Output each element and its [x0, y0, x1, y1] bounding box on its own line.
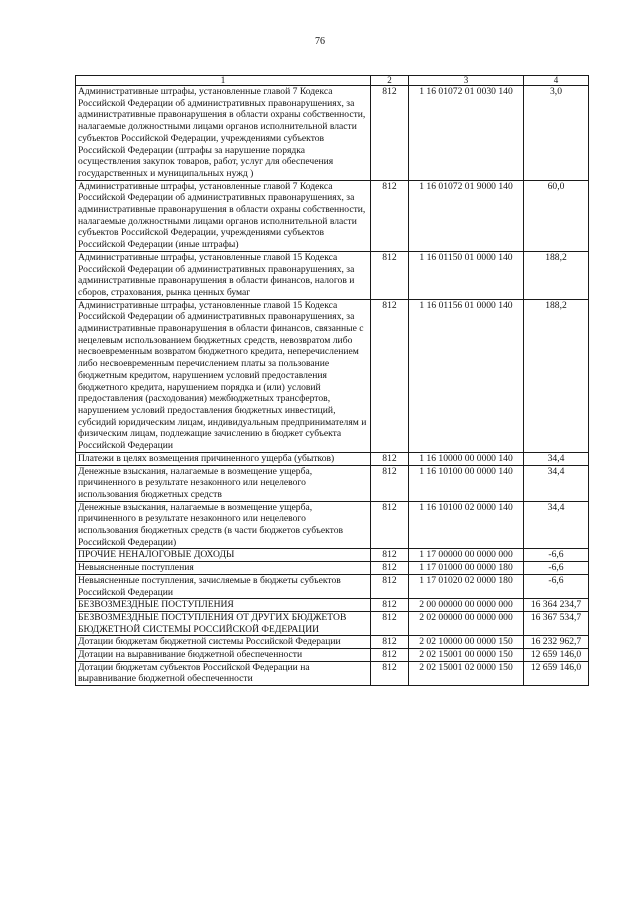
- table-row: [76, 636, 589, 649]
- header-col-sum: 4: [524, 76, 589, 86]
- table-row: [76, 465, 589, 501]
- row-name: Невыясненные поступления, зачисляемые в бюджеты субъектов Российской Федерации: [76, 574, 371, 598]
- row-amount: 188,2: [524, 251, 589, 299]
- header-col-admin: 2: [371, 76, 409, 86]
- row-amount: 60,0: [524, 180, 589, 251]
- row-name: Административные штрафы, установленные главой 15 Кодекса Российской Федерации об административных правонарушениях, за административные правонарушения в области финансов, связанные с нецелевым использованием бюджетных средств, невозвратом либо несвоевременным возвратом бюджетного кредита, неперечислением либо несвоевременным перечислением платы за пользование бюджетным кредитом, нарушением условий предоставления бюджетного кредита, нарушением порядка и (или) условий предоставления (расходования) межбюджетных трансфертов, нарушением условий предоставления бюджетных инвестиций, субсидий юридическим лицам, индивидуальным предпринимателям и физическим лицам, подлежащие зачислению в бюджет субъекта Российской Федерации: [76, 299, 371, 452]
- row-amount: 16 364 234,7: [524, 599, 589, 612]
- row-budget-code: 1 16 01156 01 0000 140: [409, 299, 524, 452]
- table-row: [76, 180, 589, 251]
- row-admin-code: 812: [371, 465, 409, 501]
- row-budget-code: 1 17 00000 00 0000 000: [409, 549, 524, 562]
- row-budget-code: 1 16 10100 02 0000 140: [409, 501, 524, 549]
- row-name: Платежи в целях возмещения причиненного ущерба (убытков): [76, 452, 371, 465]
- row-amount: 34,4: [524, 501, 589, 549]
- row-budget-code: 1 16 01150 01 0000 140: [409, 251, 524, 299]
- table-row: [76, 661, 589, 685]
- row-budget-code: 2 02 10000 00 0000 150: [409, 636, 524, 649]
- row-budget-code: 2 02 15001 00 0000 150: [409, 649, 524, 662]
- row-admin-code: 812: [371, 549, 409, 562]
- row-amount: 3,0: [524, 86, 589, 181]
- row-name: Денежные взыскания, налагаемые в возмещение ущерба, причиненного в результате незаконного или нецелевого использования бюджетных средств (в части бюджетов субъектов Российской Федерации): [76, 501, 371, 549]
- row-amount: -6,6: [524, 574, 589, 598]
- row-amount: -6,6: [524, 562, 589, 575]
- table-row: [76, 549, 589, 562]
- table-row: [76, 251, 589, 299]
- table-row: [76, 649, 589, 662]
- table-row: [76, 299, 589, 452]
- row-name: Дотации на выравнивание бюджетной обеспеченности: [76, 649, 371, 662]
- row-name: БЕЗВОЗМЕЗДНЫЕ ПОСТУПЛЕНИЯ: [76, 599, 371, 612]
- row-admin-code: 812: [371, 636, 409, 649]
- header-col-code: 3: [409, 76, 524, 86]
- row-admin-code: 812: [371, 86, 409, 181]
- row-budget-code: 2 00 00000 00 0000 000: [409, 599, 524, 612]
- row-name: Дотации бюджетам субъектов Российской Федерации на выравнивание бюджетной обеспеченности: [76, 661, 371, 685]
- row-budget-code: 1 16 10000 00 0000 140: [409, 452, 524, 465]
- row-name: Административные штрафы, установленные главой 15 Кодекса Российской Федерации об административных правонарушениях, за административные правонарушения в области финансов, налогов и сборов, страхования, рынка ценных бумаг: [76, 251, 371, 299]
- table-row: [76, 599, 589, 612]
- row-name: Административные штрафы, установленные главой 7 Кодекса Российской Федерации об административных правонарушениях, за административные правонарушения в области охраны собственности, налагаемые должностными лицами органов исполнительной власти субъектов Российской Федерации, учреждениями субъектов Российской Федерации (иные штрафы): [76, 180, 371, 251]
- row-amount: 16 367 534,7: [524, 611, 589, 635]
- row-budget-code: 2 02 15001 02 0000 150: [409, 661, 524, 685]
- row-name: Невыясненные поступления: [76, 562, 371, 575]
- revenue-table: [75, 75, 589, 686]
- row-admin-code: 812: [371, 611, 409, 635]
- row-admin-code: 812: [371, 649, 409, 662]
- table-row: [76, 86, 589, 181]
- row-budget-code: 1 17 01020 02 0000 180: [409, 574, 524, 598]
- row-name: ПРОЧИЕ НЕНАЛОГОВЫЕ ДОХОДЫ: [76, 549, 371, 562]
- row-admin-code: 812: [371, 661, 409, 685]
- row-name: БЕЗВОЗМЕЗДНЫЕ ПОСТУПЛЕНИЯ ОТ ДРУГИХ БЮДЖЕТОВ БЮДЖЕТНОЙ СИСТЕМЫ РОССИЙСКОЙ ФЕДЕРАЦИИ: [76, 611, 371, 635]
- row-admin-code: 812: [371, 574, 409, 598]
- table-row: [76, 501, 589, 549]
- row-budget-code: 1 17 01000 00 0000 180: [409, 562, 524, 575]
- table-row: [76, 562, 589, 575]
- row-admin-code: 812: [371, 562, 409, 575]
- page-number: 76: [315, 36, 325, 47]
- row-budget-code: 1 16 01072 01 0030 140: [409, 86, 524, 181]
- row-name: Денежные взыскания, налагаемые в возмещение ущерба, причиненного в результате незаконного или нецелевого использования бюджетных средств: [76, 465, 371, 501]
- row-admin-code: 812: [371, 251, 409, 299]
- table-row: [76, 574, 589, 598]
- table-row: [76, 452, 589, 465]
- row-admin-code: 812: [371, 299, 409, 452]
- row-admin-code: 812: [371, 180, 409, 251]
- row-admin-code: 812: [371, 501, 409, 549]
- row-amount: 16 232 962,7: [524, 636, 589, 649]
- row-amount: -6,6: [524, 549, 589, 562]
- row-amount: 34,4: [524, 452, 589, 465]
- table-row: [76, 611, 589, 635]
- header-row: [76, 76, 589, 86]
- row-admin-code: 812: [371, 599, 409, 612]
- row-budget-code: 1 16 10100 00 0000 140: [409, 465, 524, 501]
- row-name: Дотации бюджетам бюджетной системы Российской Федерации: [76, 636, 371, 649]
- row-amount: 12 659 146,0: [524, 649, 589, 662]
- row-name: Административные штрафы, установленные главой 7 Кодекса Российской Федерации об административных правонарушениях, за административные правонарушения в области охраны собственности, налагаемые должностными лицами органов исполнительной власти субъектов Российской Федерации, учреждениями субъектов Российской Федерации (штрафы за нарушение порядка осуществления закупок товаров, работ, услуг для обеспечения государственных и муниципальных нужд ): [76, 86, 371, 181]
- row-amount: 12 659 146,0: [524, 661, 589, 685]
- header-col-name: 1: [76, 76, 371, 86]
- row-amount: 34,4: [524, 465, 589, 501]
- row-amount: 188,2: [524, 299, 589, 452]
- row-budget-code: 2 02 00000 00 0000 000: [409, 611, 524, 635]
- row-admin-code: 812: [371, 452, 409, 465]
- row-budget-code: 1 16 01072 01 9000 140: [409, 180, 524, 251]
